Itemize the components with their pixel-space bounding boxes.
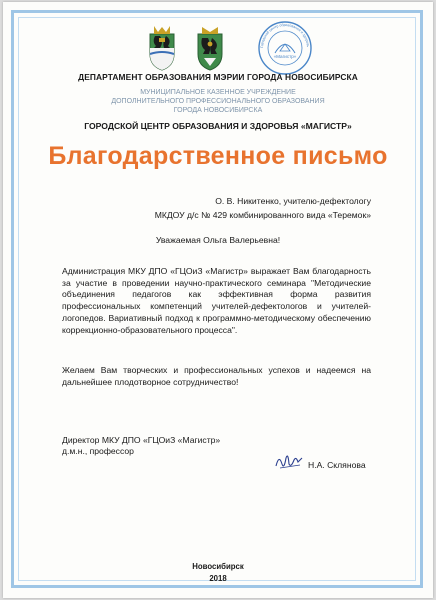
addressee-organization: МКДОУ д/с № 429 комбинированного вида «Теремок» — [154, 209, 371, 220]
addressee-block — [155, 195, 371, 222]
department-name: ДЕПАРТАМЕНТ ОБРАЗОВАНИЯ МЭРИИ ГОРОДА НОВОСИБИРСКА — [78, 72, 358, 82]
institution-type — [3, 88, 433, 116]
signer-name: Н.А. Склянова — [308, 460, 366, 470]
center-name: ГОРОДСКОЙ ЦЕНТР ОБРАЗОВАНИЯ И ЗДОРОВЬЯ «МАГИСТР» — [84, 121, 352, 131]
signer-position: Директор МКУ ДПО «ГЦОиЗ «Магистр» — [62, 435, 221, 445]
handwritten-signature-icon — [274, 450, 304, 472]
letter-wishes: Желаем Вам творческих и профессиональных успехов и надеемся на дальнейшее плодотворное сотрудничество! — [62, 365, 371, 387]
footer-year: 2018 — [209, 574, 227, 583]
institution-line-1: МУНИЦИПАЛЬНОЕ КАЗЕННОЕ УЧРЕЖДЕНИЕ — [140, 89, 296, 96]
seal-ring-text: Городской центр образования и здоровь — [259, 22, 310, 49]
letter-page — [3, 2, 433, 598]
institution-line-3: ГОРОДА НОВОСИБИРСКА — [173, 107, 263, 115]
magistr-seal-icon — [257, 20, 313, 76]
addressee-name: О. В. Никитенко, учителю-дефектологу — [215, 196, 371, 206]
novosibirsk-region-coat-of-arms-icon — [190, 24, 230, 72]
novosibirsk-coat-of-arms-icon — [142, 24, 182, 72]
svg-text:Городской центр образования и — [257, 20, 310, 48]
institution-line-2: ДОПОЛНИТЕЛЬНОГО ПРОФЕССИОНАЛЬНОГО ОБРАЗОВАНИЯ — [111, 98, 325, 106]
signer-degree: д.м.н., профессор — [62, 446, 134, 456]
seal-center-text: «Магистр» — [273, 54, 297, 59]
letter-body: Администрация МКУ ДПО «ГЦОиЗ «Магистр» выражает Вам благодарность за участие в проведении научно-практического семинара "Методические объединения педагогов как эффективная форма развития профессиональных компетенций учителей-дефектологов и учителей-логопедов. Вариативный подход к программно-методическому обеспечению коррекционно-образовательного процесса". — [62, 266, 371, 335]
footer-city: Новосибирск — [192, 562, 244, 571]
document-title: Благодарственное письмо — [48, 142, 388, 170]
greeting: Уважаемая Ольга Валерьевна! — [155, 235, 281, 245]
